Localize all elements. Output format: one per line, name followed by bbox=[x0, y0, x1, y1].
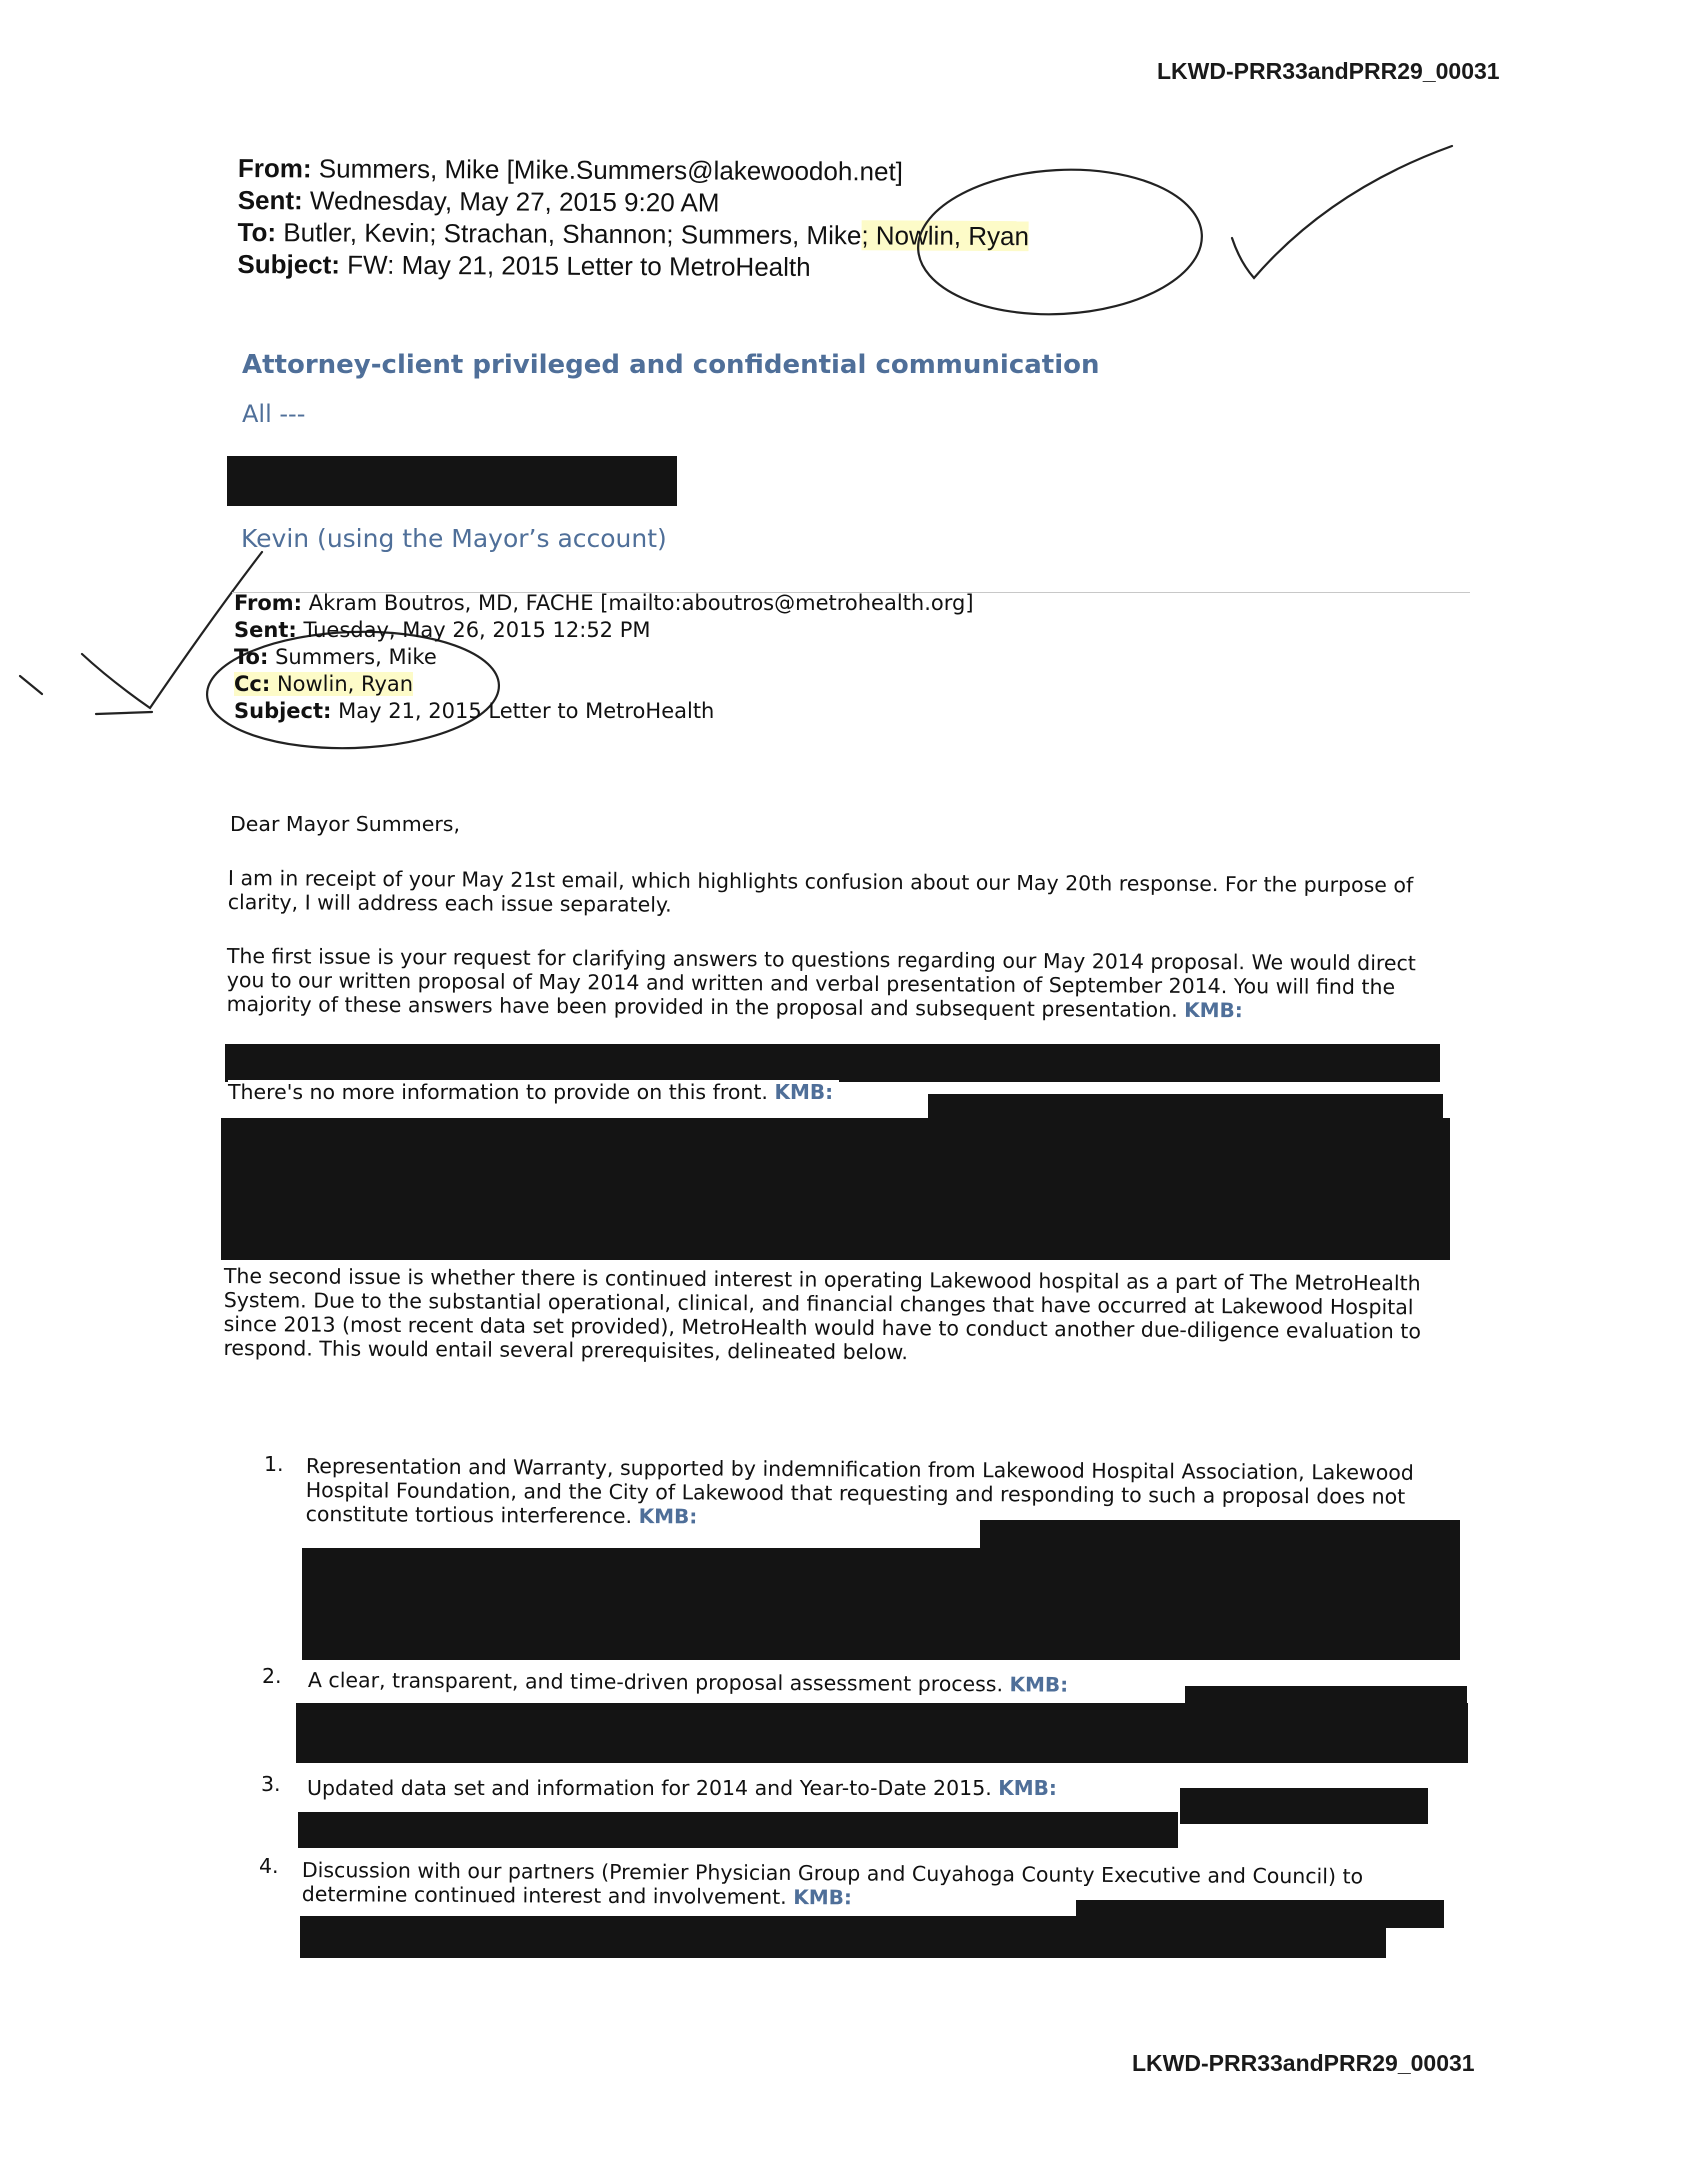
list-number-1: 1. bbox=[264, 1452, 284, 1476]
paragraph-2: The first issue is your request for clarifying answers to questions regarding our May 2014 proposal. We would direct you to our written proposal of May 2014 and written and verbal presentation of September 2014. You will find the majority of these answers have been provided in the proposal and subsequent presentation. KMB: bbox=[226, 944, 1416, 1023]
forwarded-from-line: From: Akram Boutros, MD, FACHE [mailto:aboutros@metrohealth.org] bbox=[234, 591, 974, 615]
forwarded-to-line: To: Summers, Mike bbox=[234, 645, 437, 669]
kmb-label: KMB: bbox=[638, 1504, 698, 1529]
list-number-3: 3. bbox=[261, 1772, 281, 1796]
forwarded-subject-line: Subject: May 21, 2015 Letter to MetroHealth bbox=[234, 699, 715, 723]
header-sent-value: Wednesday, May 27, 2015 9:20 AM bbox=[309, 185, 720, 218]
greeting: All --- bbox=[242, 400, 306, 428]
redaction-block bbox=[227, 456, 677, 506]
redaction-block bbox=[980, 1520, 1460, 1550]
redaction-block bbox=[1180, 1788, 1428, 1824]
redaction-block bbox=[302, 1548, 1460, 1660]
paragraph-2-tail: There's no more information to provide on this front. KMB: bbox=[228, 1080, 839, 1104]
list-number-2: 2. bbox=[262, 1664, 282, 1688]
paragraph-3: The second issue is whether there is continued interest in operating Lakewood hospital as a part of The MetroHealth System. Due to the substantial operational, clinical, and financial changes that have occurred at Lakewood Hospital since 2013 (most recent data set provided), MetroHealth would have to conduct another due-diligence evaluation to respond. This would entail several prerequisites, delineated below. bbox=[223, 1264, 1421, 1365]
list-item-4: Discussion with our partners (Premier Physician Group and Cuyahoga County Executive and Council) to determine continued interest and involvement. KMB: bbox=[301, 1858, 1364, 1910]
tick-mark-left bbox=[20, 676, 42, 694]
header-from-line: From: Summers, Mike [Mike.Summers@lakewoodoh.net] bbox=[237, 152, 904, 187]
salutation: Dear Mayor Summers, bbox=[230, 812, 460, 836]
list-number-4: 4. bbox=[259, 1854, 279, 1878]
kmb-label: KMB: bbox=[793, 1885, 853, 1910]
circle-mark-top bbox=[914, 163, 1205, 322]
header-to-line: To: Butler, Kevin; Strachan, Shannon; Summers, Mike; Nowlin, Ryan bbox=[237, 216, 1030, 252]
list-item-1: Representation and Warranty, supported by indemnification from Lakewood Hospital Association, Lakewood Hospital Foundation, and the City of Lakewood that requesting and responding to such a proposal does not constitute tortious interference. KMB: bbox=[305, 1454, 1414, 1529]
kmb-label: KMB: bbox=[1009, 1672, 1069, 1697]
privilege-notice: Attorney-client privileged and confidential communication bbox=[242, 350, 1100, 380]
redaction-block bbox=[296, 1703, 1468, 1763]
checkmark-top bbox=[1232, 146, 1452, 278]
forwarded-header bbox=[234, 590, 974, 725]
kmb-label: KMB: bbox=[774, 1080, 834, 1104]
kmb-label: KMB: bbox=[1184, 997, 1243, 1023]
header-subject-value: FW: May 21, 2015 Letter to MetroHealth bbox=[347, 249, 811, 282]
header-subject-line: Subject: FW: May 21, 2015 Letter to MetroHealth bbox=[237, 248, 811, 282]
redaction-block bbox=[298, 1812, 1178, 1848]
redaction-block bbox=[221, 1118, 1450, 1260]
header-sent-line: Sent: Wednesday, May 27, 2015 9:20 AM bbox=[237, 184, 720, 218]
redaction-block bbox=[928, 1094, 1443, 1118]
header-to-highlight: ; Nowlin, Ryan bbox=[861, 220, 1030, 252]
list-item-2: A clear, transparent, and time-driven proposal assessment process. KMB: bbox=[307, 1668, 1069, 1697]
paragraph-1: I am in receipt of your May 21st email, which highlights confusion about our May 20th response. For the purpose of clarity, I will address each issue separately. bbox=[227, 866, 1414, 917]
bates-number-bottom: LKWD-PRR33andPRR29_00031 bbox=[1132, 2050, 1475, 2076]
redaction-block bbox=[300, 1916, 1386, 1958]
forwarded-cc-line: Cc: Nowlin, Ryan bbox=[234, 672, 414, 696]
kmb-label: KMB: bbox=[998, 1776, 1057, 1800]
header-from-value: Summers, Mike [Mike.Summers@lakewoodoh.net] bbox=[318, 153, 904, 187]
redaction-block bbox=[225, 1044, 1440, 1082]
list-item-3: Updated data set and information for 2014 and Year-to-Date 2015. KMB: bbox=[307, 1776, 1057, 1800]
dash-mark-left bbox=[96, 712, 152, 714]
header-to-value: Butler, Kevin; Strachan, Shannon; Summers, Mike bbox=[283, 217, 862, 251]
bates-number-top: LKWD-PRR33andPRR29_00031 bbox=[1157, 58, 1500, 84]
forwarded-sent-line: Sent: Tuesday, May 26, 2015 12:52 PM bbox=[234, 618, 651, 642]
signature: Kevin (using the Mayor’s account) bbox=[241, 524, 667, 553]
